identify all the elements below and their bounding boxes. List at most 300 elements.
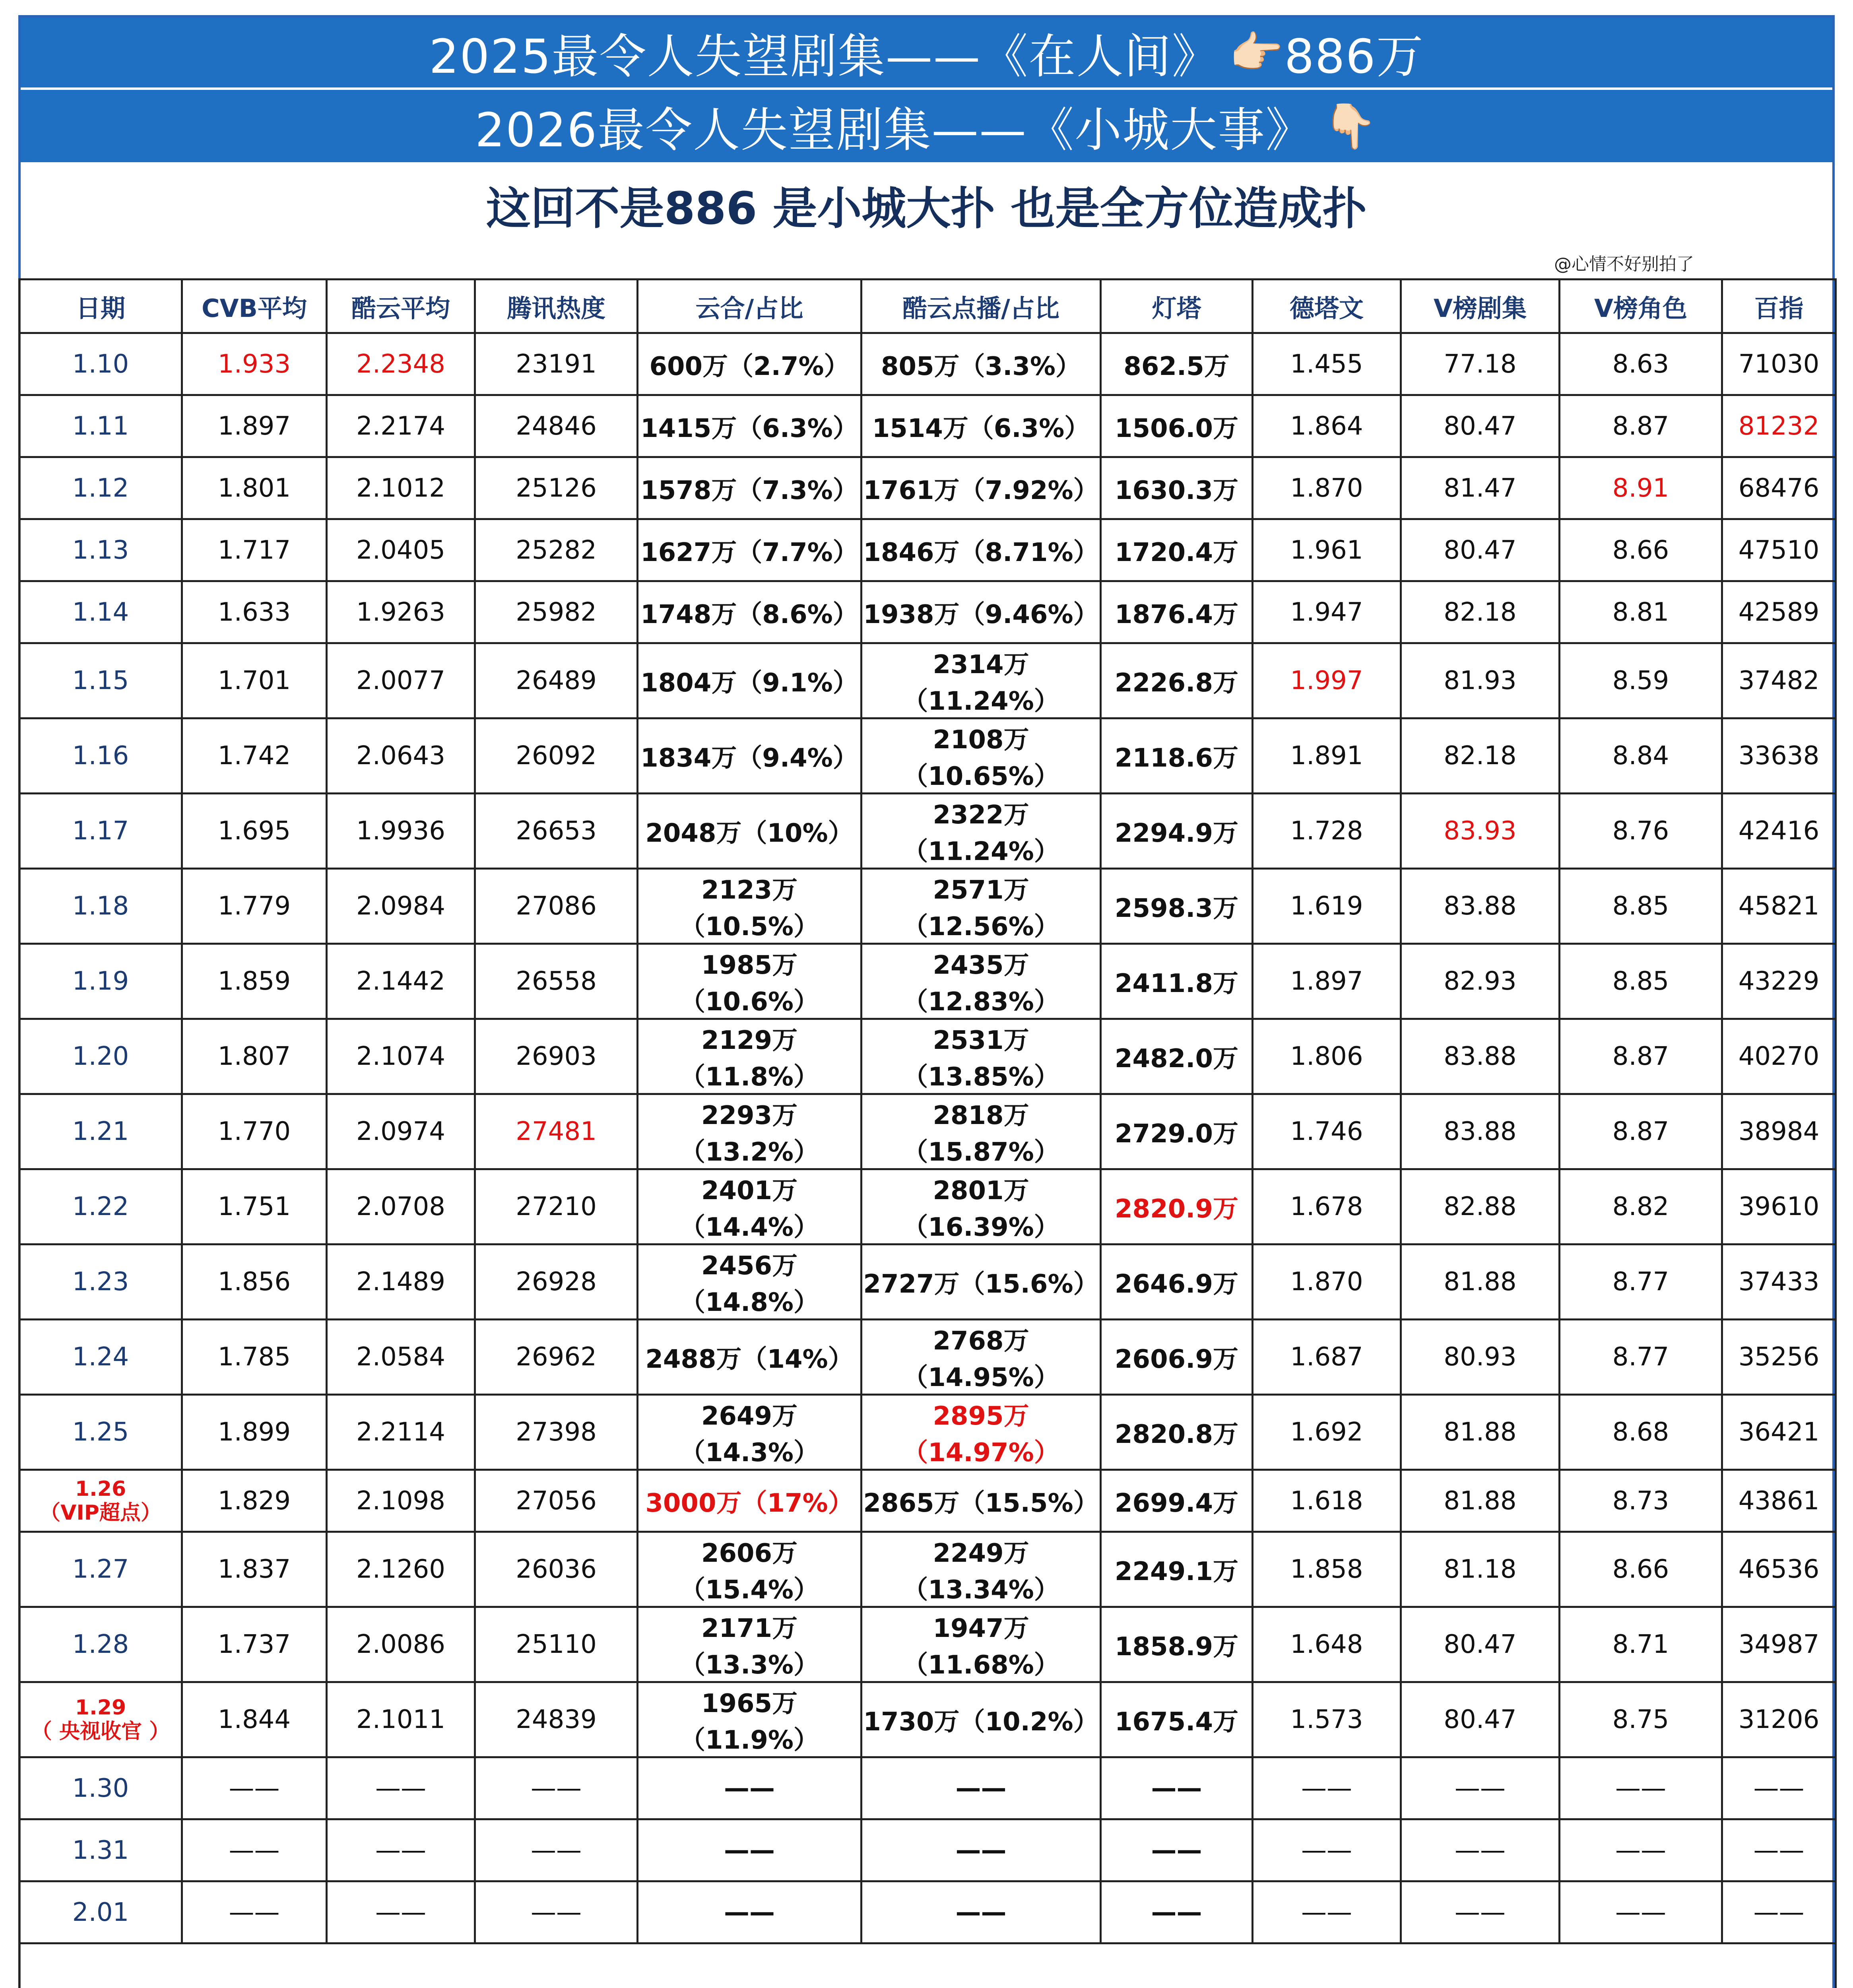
data-cell: 24839 [475,1682,638,1757]
date-cell: 2.01 [19,1881,182,1943]
data-cell: 2.1442 [327,944,475,1019]
data-cell: —— [1253,1881,1401,1943]
table-row [19,944,1836,1019]
data-cell: 2314万（11.24%） [861,643,1101,718]
date-cell: 1.12 [19,457,182,519]
data-cell: 23191 [475,333,638,395]
data-cell: 24846 [475,395,638,457]
date-cell: 1.13 [19,519,182,581]
banner-2026-text: 2026最令人失望剧集——《小城大事》 [475,103,1314,157]
date-cell: 1.25 [19,1395,182,1470]
banner-2025-text: 2025最令人失望剧集——《在人间》 [429,29,1220,84]
data-cell: 1.9936 [327,794,475,869]
data-cell: 1630.3万 [1101,457,1253,519]
data-cell: 1.746 [1253,1094,1401,1169]
data-cell: 1.947 [1253,581,1401,643]
data-cell: 2.0077 [327,643,475,718]
data-cell: 1675.4万 [1101,1682,1253,1757]
data-cell: 2456万（14.8%） [638,1244,861,1320]
data-cell: 25282 [475,519,638,581]
data-cell: —— [1722,1881,1836,1943]
data-cell: 1.751 [182,1169,327,1244]
data-cell: 1.899 [182,1395,327,1470]
data-cell: 1.858 [1253,1532,1401,1607]
data-cell: 2482.0万 [1101,1019,1253,1094]
table-row [19,1819,1836,1881]
data-cell: 37482 [1722,643,1836,718]
date-cell: 1.19 [19,944,182,1019]
data-cell: 82.88 [1401,1169,1560,1244]
data-cell: 2171万（13.3%） [638,1607,861,1682]
data-cell: 26653 [475,794,638,869]
data-cell: 34987 [1722,1607,1836,1682]
data-cell: 8.71 [1560,1607,1722,1682]
data-cell: 8.66 [1560,1532,1722,1607]
table-row [19,457,1836,519]
data-cell: —— [638,1757,861,1819]
column-header: 日期 [19,280,182,333]
data-cell: 80.47 [1401,519,1560,581]
table-row [19,1682,1836,1757]
date-cell: 1.30 [19,1757,182,1819]
title-banner-2026 [21,90,1832,162]
data-cell: 8.81 [1560,581,1722,643]
table-row [19,333,1836,395]
data-cell: 8.77 [1560,1320,1722,1395]
data-cell: 1.870 [1253,1244,1401,1320]
data-cell: 1.742 [182,718,327,794]
page-subtitle: 这回不是886 是小城大扑 也是全方位造成扑 [486,182,1367,235]
data-cell: 2.1074 [327,1019,475,1094]
data-cell: 1.897 [182,395,327,457]
data-cell: 2411.8万 [1101,944,1253,1019]
data-cell: 2401万（14.4%） [638,1169,861,1244]
data-cell: 2.1011 [327,1682,475,1757]
data-cell: 2129万（11.8%） [638,1019,861,1094]
date-cell: 1.18 [19,869,182,944]
data-cell: —— [861,1881,1101,1943]
date-cell: 1.17 [19,794,182,869]
data-cell: 2729.0万 [1101,1094,1253,1169]
date-value: 1.26 [75,1477,126,1501]
data-cell: 1.633 [182,581,327,643]
data-cell: 1.573 [1253,1682,1401,1757]
data-cell: 2.1012 [327,457,475,519]
data-cell: 81.88 [1401,1395,1560,1470]
data-cell: 2820.9万 [1101,1169,1253,1244]
data-cell: 2.1489 [327,1244,475,1320]
data-cell: 1578万（7.3%） [638,457,861,519]
data-cell: 1.692 [1253,1395,1401,1470]
data-cell: 81.47 [1401,457,1560,519]
date-cell: 1.27 [19,1532,182,1607]
data-cell: —— [1101,1819,1253,1881]
data-cell: 26928 [475,1244,638,1320]
data-cell: 8.59 [1560,643,1722,718]
data-cell: 1.619 [1253,869,1401,944]
data-cell: 1.455 [1253,333,1401,395]
data-cell: 1.779 [182,869,327,944]
column-header: 酷云平均 [327,280,475,333]
data-cell: 2293万（13.2%） [638,1094,861,1169]
data-cell: 2.0643 [327,718,475,794]
date-cell: 1.28 [19,1607,182,1682]
data-cell: 1985万（10.6%） [638,944,861,1019]
slogan-black-red [19,1943,1836,1988]
data-cell: 25982 [475,581,638,643]
data-cell: 27210 [475,1169,638,1244]
data-cell: 1965万（11.9%） [638,1682,861,1757]
data-cell: 2226.8万 [1101,643,1253,718]
date-cell: 1.14 [19,581,182,643]
banner-2025-figure: 886万 [1284,29,1424,84]
table-row [19,869,1836,944]
data-cell: —— [475,1757,638,1819]
data-cell: 1761万（7.92%） [861,457,1101,519]
data-cell: 83.88 [1401,869,1560,944]
data-cell: 2598.3万 [1101,869,1253,944]
data-cell: 2649万（14.3%） [638,1395,861,1470]
table-row [19,1607,1836,1682]
data-cell: 2.0086 [327,1607,475,1682]
data-cell: 2488万（14%） [638,1320,861,1395]
data-cell: 27398 [475,1395,638,1470]
table-row [19,643,1836,718]
data-cell: 2322万（11.24%） [861,794,1101,869]
data-cell: 38984 [1722,1094,1836,1169]
data-cell: 2820.8万 [1101,1395,1253,1470]
column-header: 腾讯热度 [475,280,638,333]
data-cell: 8.77 [1560,1244,1722,1320]
watermark-credit: @心情不好别拍了 [1554,254,1694,274]
data-cell: 37433 [1722,1244,1836,1320]
header-row [19,280,1836,333]
date-cell: 1.23 [19,1244,182,1320]
data-cell: 83.88 [1401,1019,1560,1094]
data-cell: —— [1253,1819,1401,1881]
data-cell: 2118.6万 [1101,718,1253,794]
column-header: 灯塔 [1101,280,1253,333]
table-row [19,1757,1836,1819]
data-cell: 2646.9万 [1101,1244,1253,1320]
date-cell: 1.11 [19,395,182,457]
data-cell: 2606万（15.4%） [638,1532,861,1607]
data-cell: 1.701 [182,643,327,718]
data-cell: 2531万（13.85%） [861,1019,1101,1094]
data-cell: 2895万（14.97%） [861,1395,1101,1470]
data-cell: —— [475,1819,638,1881]
data-cell: 1.785 [182,1320,327,1395]
table-row [19,1470,1836,1532]
data-cell: 1.856 [182,1244,327,1320]
data-cell: —— [1401,1881,1560,1943]
data-cell: —— [1560,1819,1722,1881]
date-cell: 1.16 [19,718,182,794]
data-cell: —— [1101,1881,1253,1943]
data-cell: 1.897 [1253,944,1401,1019]
data-cell: 2.1098 [327,1470,475,1532]
data-cell: 2.2114 [327,1395,475,1470]
data-cell: 8.63 [1560,333,1722,395]
data-cell: 1846万（8.71%） [861,519,1101,581]
date-cell [19,1470,182,1532]
column-header: 德塔文 [1253,280,1401,333]
data-cell: 2571万（12.56%） [861,869,1101,944]
data-cell: 2108万（10.65%） [861,718,1101,794]
data-cell: 1804万（9.1%） [638,643,861,718]
data-cell: 1415万（6.3%） [638,395,861,457]
data-cell: 80.93 [1401,1320,1560,1395]
date-note: （VIP超点） [40,1501,161,1525]
data-cell: 80.47 [1401,395,1560,457]
data-cell: 1834万（9.4%） [638,718,861,794]
data-cell: 82.18 [1401,581,1560,643]
date-cell: 1.31 [19,1819,182,1881]
date-cell: 1.20 [19,1019,182,1094]
data-cell: 2.2348 [327,333,475,395]
data-cell: 1876.4万 [1101,581,1253,643]
data-cell: 43861 [1722,1470,1836,1532]
data-cell: —— [1560,1757,1722,1819]
data-cell: 83.88 [1401,1094,1560,1169]
data-cell: 80.47 [1401,1607,1560,1682]
data-cell: 8.85 [1560,944,1722,1019]
data-cell: 1.997 [1253,643,1401,718]
column-header: 百指 [1722,280,1836,333]
table-row [19,1395,1836,1470]
table-row [19,794,1836,869]
data-cell: 1938万（9.46%） [861,581,1101,643]
data-cell: 2.1260 [327,1532,475,1607]
data-cell: 1.801 [182,457,327,519]
data-cell: 8.91 [1560,457,1722,519]
data-cell: 8.84 [1560,718,1722,794]
column-header: CVB平均 [182,280,327,333]
data-cell: —— [1722,1757,1836,1819]
data-cell: —— [182,1819,327,1881]
pointing-right-hand-icon: 👉🏻 [1229,27,1284,78]
data-cell: 1.728 [1253,794,1401,869]
column-header: V榜剧集 [1401,280,1560,333]
data-cell: 26092 [475,718,638,794]
data-cell: 1.618 [1253,1470,1401,1532]
data-cell: 8.66 [1560,519,1722,581]
table-row [19,1532,1836,1607]
data-cell: 1.695 [182,794,327,869]
data-cell: —— [327,1757,475,1819]
data-cell: —— [1722,1819,1836,1881]
data-rows [19,333,1836,1943]
data-cell: 2.0584 [327,1320,475,1395]
data-cell: 81.18 [1401,1532,1560,1607]
data-cell: 45821 [1722,869,1836,944]
data-cell: 8.85 [1560,869,1722,944]
table-row [19,1169,1836,1244]
data-cell: 2768万（14.95%） [861,1320,1101,1395]
data-cell: 43229 [1722,944,1836,1019]
data-cell: 26558 [475,944,638,1019]
column-header: 酷云点播/占比 [861,280,1101,333]
data-cell: 2249.1万 [1101,1532,1253,1607]
data-cell: 1858.9万 [1101,1607,1253,1682]
date-cell: 1.15 [19,643,182,718]
data-cell: 40270 [1722,1019,1836,1094]
data-cell: 80.47 [1401,1682,1560,1757]
data-cell: 1.961 [1253,519,1401,581]
data-cell: —— [182,1757,327,1819]
data-cell: 26962 [475,1320,638,1395]
ratings-table [18,278,1837,1988]
table-row [19,519,1836,581]
data-cell: 2.0984 [327,869,475,944]
data-cell: 2.0405 [327,519,475,581]
data-cell: 1.678 [1253,1169,1401,1244]
data-cell: 46536 [1722,1532,1836,1607]
data-cell: 2865万（15.5%） [861,1470,1101,1532]
data-cell: 2606.9万 [1101,1320,1253,1395]
table-row [19,395,1836,457]
data-cell: 8.76 [1560,794,1722,869]
data-cell: 1.806 [1253,1019,1401,1094]
data-cell: 3000万（17%） [638,1470,861,1532]
data-cell: —— [1560,1881,1722,1943]
data-cell: —— [861,1757,1101,1819]
data-cell: 71030 [1722,333,1836,395]
data-cell: —— [1101,1757,1253,1819]
table-row [19,1881,1836,1943]
data-cell: 39610 [1722,1169,1836,1244]
date-cell: 1.10 [19,333,182,395]
table-row [19,1094,1836,1169]
date-cell: 1.22 [19,1169,182,1244]
data-cell: —— [182,1881,327,1943]
data-cell: 27056 [475,1470,638,1532]
data-cell: 1.717 [182,519,327,581]
data-cell: —— [327,1819,475,1881]
title-banner-2025 [21,17,1832,87]
data-cell: 2249万（13.34%） [861,1532,1101,1607]
table-row [19,1320,1836,1395]
date-cell: 1.21 [19,1094,182,1169]
data-cell: 26903 [475,1019,638,1094]
data-cell: 1.844 [182,1682,327,1757]
date-value: 1.29 [75,1696,126,1720]
data-cell: 31206 [1722,1682,1836,1757]
data-cell: 2801万（16.39%） [861,1169,1101,1244]
date-cell: 1.24 [19,1320,182,1395]
data-cell: 27086 [475,869,638,944]
data-cell: —— [327,1881,475,1943]
data-cell: 26036 [475,1532,638,1607]
data-cell: 68476 [1722,457,1836,519]
data-cell: 2.0974 [327,1094,475,1169]
data-cell: 2818万（15.87%） [861,1094,1101,1169]
data-cell: 1.837 [182,1532,327,1607]
data-cell: 8.87 [1560,1094,1722,1169]
data-cell: —— [638,1881,861,1943]
data-cell: 25126 [475,457,638,519]
data-cell: 2727万（15.6%） [861,1244,1101,1320]
date-note: （ 央视收官 ） [31,1720,170,1743]
pointing-down-hand-icon: 👇🏻 [1323,100,1378,151]
data-cell: 82.18 [1401,718,1560,794]
data-cell: 27481 [475,1094,638,1169]
table-row [19,1019,1836,1094]
data-cell: 42416 [1722,794,1836,869]
data-cell: 1.891 [1253,718,1401,794]
data-cell: 805万（3.3%） [861,333,1101,395]
data-cell: —— [861,1819,1101,1881]
data-cell: 2435万（12.83%） [861,944,1101,1019]
data-cell: 8.75 [1560,1682,1722,1757]
data-cell: 81232 [1722,395,1836,457]
table-row [19,1244,1836,1320]
data-cell: —— [1401,1819,1560,1881]
data-cell: 1.648 [1253,1607,1401,1682]
data-cell: 1627万（7.7%） [638,519,861,581]
table-row [19,581,1836,643]
data-cell: 33638 [1722,718,1836,794]
data-cell: 83.93 [1401,794,1560,869]
data-cell: 1.829 [182,1470,327,1532]
data-cell: 1.737 [182,1607,327,1682]
data-cell: 35256 [1722,1320,1836,1395]
data-cell: 8.87 [1560,1019,1722,1094]
data-cell: 36421 [1722,1395,1836,1470]
data-cell: 1748万（8.6%） [638,581,861,643]
data-cell: 8.87 [1560,395,1722,457]
data-cell: 47510 [1722,519,1836,581]
data-cell: —— [475,1881,638,1943]
data-cell: 25110 [475,1607,638,1682]
data-cell: 1730万（10.2%） [861,1682,1101,1757]
data-cell: —— [1253,1757,1401,1819]
data-cell: 77.18 [1401,333,1560,395]
data-cell: 26489 [475,643,638,718]
data-cell: 1.807 [182,1019,327,1094]
data-cell: —— [638,1819,861,1881]
data-cell: 1.9263 [327,581,475,643]
data-cell: 2294.9万 [1101,794,1253,869]
data-cell: 2123万（10.5%） [638,869,861,944]
data-cell: 8.68 [1560,1395,1722,1470]
data-cell: 8.73 [1560,1470,1722,1532]
data-cell: 1.933 [182,333,327,395]
data-cell: —— [1401,1757,1560,1819]
data-cell: 8.82 [1560,1169,1722,1244]
data-cell: 2699.4万 [1101,1470,1253,1532]
data-cell: 81.88 [1401,1470,1560,1532]
data-cell: 862.5万 [1101,333,1253,395]
data-cell: 81.93 [1401,643,1560,718]
data-cell: 2048万（10%） [638,794,861,869]
data-cell: 1.687 [1253,1320,1401,1395]
data-cell: 1.859 [182,944,327,1019]
data-cell: 1514万（6.3%） [861,395,1101,457]
column-header: 云合/占比 [638,280,861,333]
data-cell: 42589 [1722,581,1836,643]
data-cell: 1.864 [1253,395,1401,457]
data-cell: 2.0708 [327,1169,475,1244]
data-cell: 1.770 [182,1094,327,1169]
data-cell: 81.88 [1401,1244,1560,1320]
date-cell [19,1682,182,1757]
data-cell: 1947万（11.68%） [861,1607,1101,1682]
data-cell: 82.93 [1401,944,1560,1019]
data-cell: 1.870 [1253,457,1401,519]
data-cell: 2.2174 [327,395,475,457]
data-cell: 600万（2.7%） [638,333,861,395]
